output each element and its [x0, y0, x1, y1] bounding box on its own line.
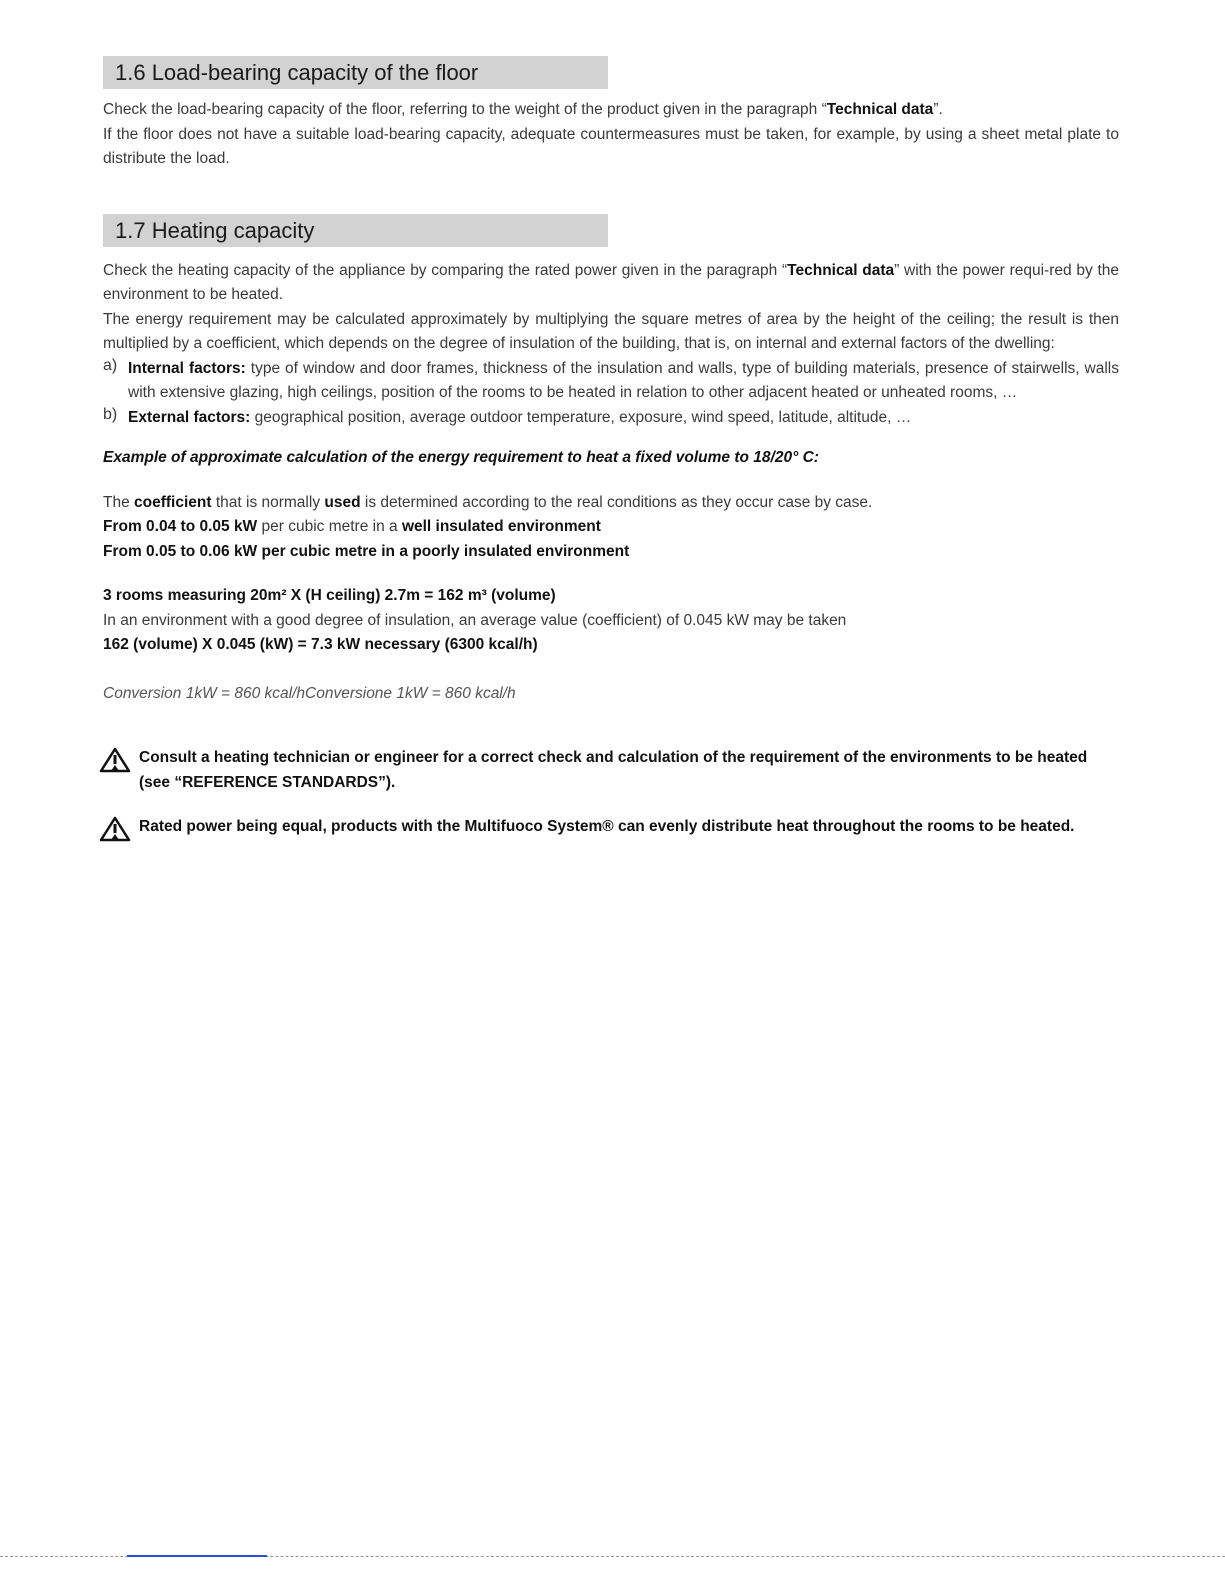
coefficient-block [103, 491, 1119, 565]
footer-link-underline [127, 1555, 267, 1557]
warning-text: Consult a heating technician or engineer for a correct check and calculation of the requirement of the environments to be heated (see “REFERENCE STANDARDS”). [139, 749, 1088, 791]
section-body-heating-capacity [103, 259, 1119, 848]
section-body-load-bearing [103, 98, 1119, 172]
bold-text: used [324, 493, 361, 511]
bold-label: Internal factors: [128, 359, 246, 377]
bold-label: External factors: [128, 408, 251, 426]
calculation-block [103, 584, 1119, 658]
bold-text: well insulated environment [401, 518, 601, 535]
text: per cubic metre in a [257, 518, 402, 535]
text: type of window and door frames, thickness of the insulation and walls, type of building materials, presence of stairwells, walls with extensive glazing, high ceilings, position of the rooms to be heated in relation to other adjacent heated or unheated rooms, … [128, 359, 1119, 401]
warning-text: Rated power being equal, products with the Multifuoco System® can evenly distribute heat throughout the rooms to be heated. [139, 818, 1075, 835]
section-heading-heating-capacity: 1.7 Heating capacity [103, 214, 608, 247]
calculation-result: 162 (volume) X 0.045 (kW) = 7.3 kW necessary (6300 kcal/h) [103, 636, 538, 653]
text: geographical position, average outdoor temperature, exposure, wind speed, latitude, altitude, … [250, 408, 912, 426]
paragraph [103, 515, 1119, 540]
calculation-line: 3 rooms measuring 20m² X (H ceiling) 2.7m = 162 m³ (volume) [103, 587, 556, 604]
bold-text: coefficient [134, 493, 212, 511]
paragraph: From 0.05 to 0.06 kW per cubic metre in a poorly insulated environment [103, 542, 630, 560]
warning-rated-power [99, 815, 1119, 847]
paragraph: If the floor does not have a suitable load-bearing capacity, adequate countermeasures must be taken, for example, by using a sheet metal plate to distribute the load. [103, 125, 1119, 167]
list-marker: b) [103, 405, 118, 423]
paragraph [103, 491, 1119, 516]
warning-triangle-icon [99, 746, 139, 778]
warning-triangle-icon [99, 815, 139, 847]
text: that is normally [211, 493, 325, 511]
warning-consult-technician [99, 746, 1119, 795]
bold-text: From 0.04 to 0.05 kW [103, 518, 258, 535]
document-page [103, 56, 1119, 847]
paragraph [103, 98, 1119, 123]
calculation-note: In an environment with a good degree of insulation, an average value (coefficient) of 0.045 kW may be taken [103, 611, 847, 629]
text: ” with the power requi-red by the environment to be heated. [103, 261, 1120, 303]
list-item-external-factors [103, 406, 1119, 431]
list-item-internal-factors [103, 357, 1119, 406]
conversion-note: Conversion 1kW = 860 kcal/hConversione 1kW = 860 kcal/h [103, 684, 516, 702]
bold-text: Technical data [826, 101, 934, 118]
text: Check the heating capacity of the appliance by comparing the rated power given in the paragraph “ [103, 261, 788, 279]
text: is determined according to the real conditions as they occur case by case. [360, 493, 873, 511]
paragraph: The energy requirement may be calculated approximately by multiplying the square metres of area by the height of the ceiling; the result is then multiplied by a coefficient, which depends on the degree of insulation of the building, that is, on internal and external factors of the dwelling: [103, 310, 1119, 352]
section-heading-load-bearing: 1.6 Load-bearing capacity of the floor [103, 56, 608, 89]
text: ”. [933, 101, 943, 118]
example-title: Example of approximate calculation of the energy requirement to heat a fixed volume to 18/20° C: [103, 449, 819, 466]
text: The [103, 493, 135, 511]
list-marker: a) [103, 356, 118, 374]
paragraph [103, 259, 1119, 308]
bold-text: Technical data [787, 261, 895, 279]
text: Check the load-bearing capacity of the floor, referring to the weight of the product given in the paragraph “ [103, 101, 827, 118]
